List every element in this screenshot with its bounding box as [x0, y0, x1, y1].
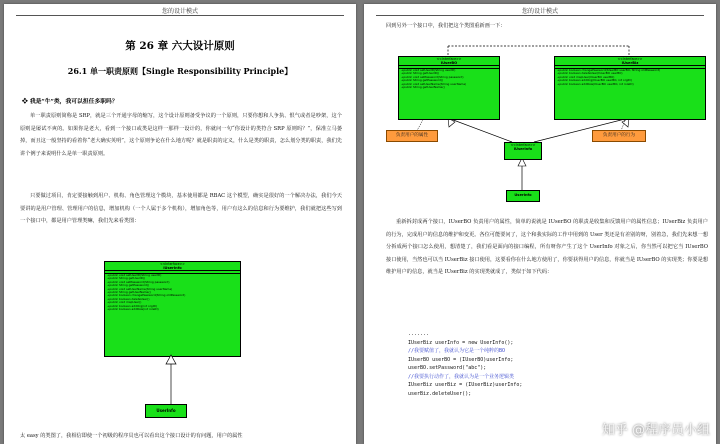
uml-method: +public boolean deleteUser() [107, 297, 150, 301]
uml-method: +public String getPassword() [107, 284, 150, 288]
paragraph-rbac: 只要做过项目，肯定要接触到用户、机构、角色管理这个模块，基本使用都是 RBAC 这个模型，确实是很好的一个解决办法，我们今天要讲的是用户管理、管理用户的信息，增加机构（一个人属于多个机构），增加角色等，用户有这么的信息和行为要维护，我们就把这些写到一个接口中，都是用户管理类嘛，我们先来看类图： [20, 193, 342, 224]
uml-method: +public void setUserName(String userName) [401, 82, 467, 86]
uml-method: +public boolean changePassword(String oldPassword) [107, 294, 186, 298]
uml-method: +public boolean addOrg(int orgID) [107, 304, 157, 308]
code-comment: //我要赋值了，我就认为它是一个纯粹的BO [408, 348, 506, 354]
uml-method: +public void setPassword(String password) [401, 75, 464, 79]
uml-userinfo-impl: UserInfo [145, 404, 187, 418]
uml-method: +public void setUserName(String userName) [107, 287, 173, 291]
uml-class-name: IUserInfo [105, 266, 240, 271]
uml-method: +public String getUserName() [401, 86, 445, 90]
page-header: 您的设计模式 [521, 8, 558, 15]
uml-userinfo-impl: UserInfo [506, 190, 540, 202]
paragraph-srp-intro: 单一职责原则简称是 SRP，就是三个开通字母的缩写，这个设计原则备受争议的一个原则，只要你想和人争执、恨气或者是吵架，这个原则是屡试不爽的。如果你是老大，看到一个接口或类是这样一那样一设计的，你就问一句“你设计的类符合 SRP 原则吗？”，保准立马萎掉，而且这一般坚持的看着你“老大确实英明”，这个原则争论在什么地方呢？就是职责的定义，什么是类的职责，怎么划分类的职责，我们先讲个例子来说明什么是单一职责原则。 [20, 113, 342, 157]
paragraph-split-explanation: 重新拆封成两个接口，IUserBO 负责用户的属性，简单的说就是 IUserBO 的职责是收集和反馈用户的属性信息；IUserBiz 负责用户的行为，完成用户的信息的维护和变更。各位可能要问了，这个和我实际的工作中用到的 User 类还是有差别的呀，别着急，我们先来想一想分拆成两个接口怎么使用，想清楚了，我们看是面向的接口编程，所有呀你产生了这个 UserInfo 对象之后，你当然可以把它当 IUserBO 接口使用，当然也可以当 IUserBiz 接口使用，这要看你在什么地方使用了，你要获得用户的信息，你就当是 IUserBO 的实现类；你要是想维护用户的信息，就当是 IUserBiz 的实现类就成了，类似于如下代码： [386, 219, 708, 275]
note-user-behaviors: 负责用户的行为 [592, 130, 646, 142]
code-comment: //我要执行动作了，我就认为是一个业务逻辑类 [408, 373, 515, 380]
uml-method: +public String getUserName() [107, 291, 151, 295]
code-line: IUserBiz userBiz = (IUserBiz)userInfo; [408, 382, 523, 388]
uml-method: +public void setUserID(String userID) [107, 274, 162, 277]
uml-iuserbiz: <<Interface>> IUserBiz +public boolean changePassword(IUserBO userBO, String oldPassword) +public boolean deleteUser(IUserBO userBO) +public void mapUser(IUserBO userBO) +public boolean addOrg(IUserBO userBO, int orgID) +public boolean addRole(IUserBO userBO, int roleID) [554, 56, 706, 120]
code-line: ....... [408, 331, 430, 337]
uml-iuserbo: <<Interface>> IUserBO +public void setUserID(String userID) +public String getUserID() +public void setPassword(String password) +public String getPassword() +public void setUserName(String userName) +public String getUserName() [398, 56, 500, 120]
uml-method: +public void mapUser(IUserBO userBO) [557, 75, 615, 79]
chapter-title: 第 26 章 六大设计原则 [125, 40, 235, 52]
uml-method: +public boolean addRole(IUserBO userBO, int roleID) [557, 82, 634, 86]
note-user-attributes: 负责用户的属性 [386, 130, 438, 142]
left-page [4, 4, 356, 444]
code-line: IUserBiz userInfo = new UserInfo(); [408, 339, 514, 346]
uml-method: +public String getUserID() [107, 277, 146, 281]
uml-method: +public void mapUser() [107, 301, 142, 305]
paragraph-easy: 太 easy 的类图了，我相信即使一个初级的程序员也可以看出这个接口设计的有问题，用户的属性 [20, 433, 243, 439]
uml-method: +public String getUserID() [401, 72, 440, 76]
uml-inheritance-lines [4, 4, 356, 444]
right-page [364, 4, 716, 444]
uml-method: +public void setUserID(String userID) [401, 69, 456, 72]
uml-iuserinfo: <<Interface>> IUserInfo [504, 142, 542, 160]
uml-method: +public boolean changePassword(IUserBO userBO, String oldPassword) [557, 69, 661, 72]
code-block [408, 330, 708, 398]
code-line: userBO.setPassword("abc"); [408, 365, 487, 371]
uml-method: +public boolean deleteUser(IUserBO userBO) [557, 72, 623, 76]
watermark: 知乎 @程序员小组 [601, 423, 710, 438]
uml-stereotype: <<Interface>> [160, 262, 185, 266]
question-heading: ❖ 我是“牛”类，我可以担任多职吗？ [22, 99, 118, 105]
uml-method: +public boolean addOrg(IUserBO userBO, int orgID) [557, 79, 632, 83]
intro-line: 回到另外一个接口中，我们把这个类图重新画一下： [386, 23, 506, 29]
section-title: 26.1 单一职责原则【Single Responsibility Principle】 [67, 66, 293, 76]
uml-method: +public String getPassword() [401, 79, 444, 83]
uml-method-list [555, 69, 705, 86]
code-line: userBiz.deleteUser(); [408, 390, 472, 397]
uml-method: +public boolean addRole(int roleID) [107, 308, 159, 312]
uml-method-list [399, 69, 499, 89]
uml-method: +public void setPassword(String password) [107, 280, 170, 284]
code-line: IUserBO userBO = (IUserBO)userInfo; [408, 356, 514, 363]
page-header: 您的设计模式 [161, 8, 198, 15]
